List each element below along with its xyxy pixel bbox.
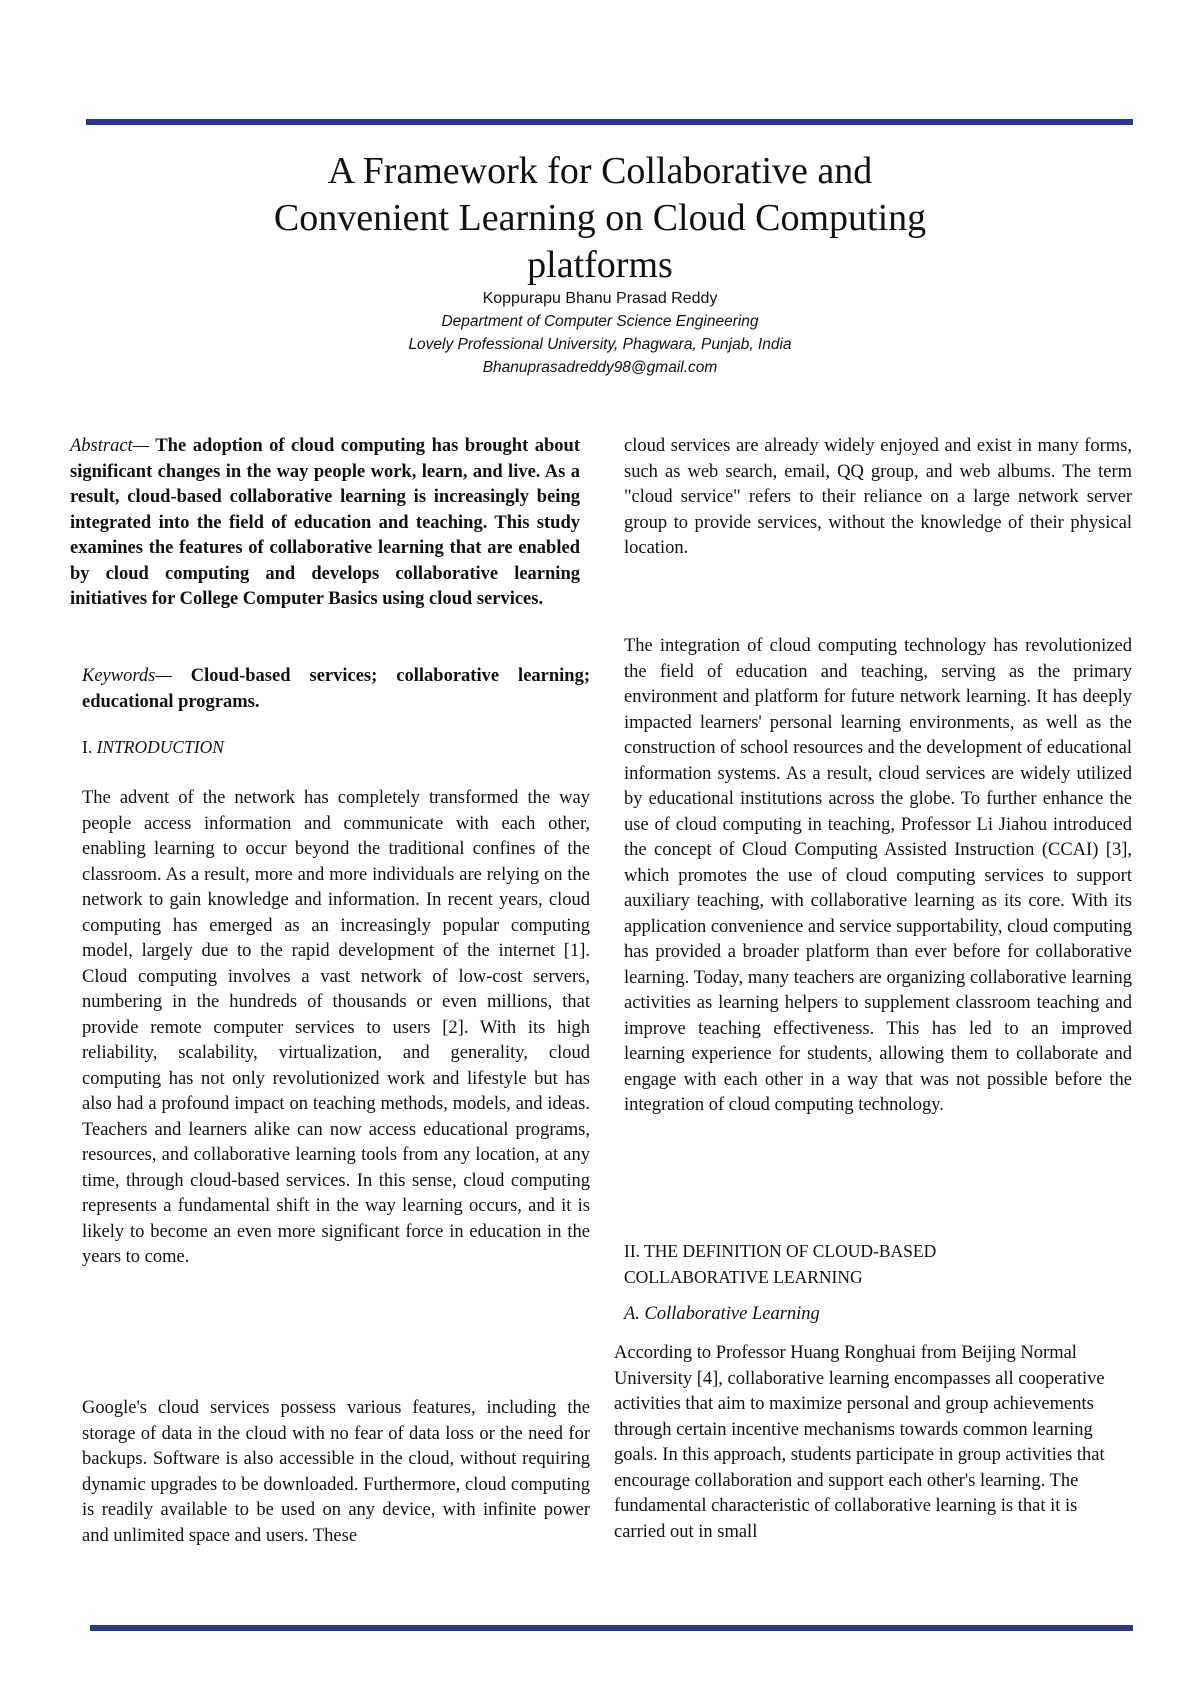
abstract: Abstract— The adoption of cloud computing has brought about significant changes in the way people work, learn, and live. As a result, cloud-based collaborative learning is increasingly being integrated into the field of education and teaching. This study examines the features of collaborative learning that are enabled by cloud computing and develops collaborative learning initiatives for College Computer Basics using cloud services. [70,436,580,609]
intro-paragraph-3: cloud services are already widely enjoyed and exist in many forms, such as web search, email, QQ group, and web albums. The term "cloud service" refers to their reliance on a large network server group to provide services, without the knowledge of their physical location. [624,436,1132,558]
author-name: Koppurapu Bhanu Prasad Reddy [482,290,718,307]
subsection-a-heading: A. Collaborative Learning [624,1304,820,1324]
section-1-heading: I. INTRODUCTION [82,737,224,757]
intro-paragraph-1: The advent of the network has completely transformed the way people access information and communicate with each other, enabling learning to occur beyond the traditional confines of the classroom. As a result, more and more individuals are relying on the network to gain knowledge and information. In recent years, cloud computing has emerged as an increasingly popular computing model, largely due to the rapid development of the internet [1]. Cloud computing involves a vast network of low-cost servers, numbering in the hundreds of thousands or even millions, that provide remote computer services to users [2]. With its high reliability, scalability, virtualization, and generality, cloud computing has not only revolutionized work and lifestyle but has also had a profound impact on teaching methods, models, and ideas. Teachers and learners alike can now access educational programs, resources, and collaborative learning tools from any location, at any time, through cloud-based services. In this sense, cloud computing represents a fundamental shift in the way learning occurs, and it is likely to become an even more significant force in education in the years to come. [82,788,590,1267]
intro-paragraph-2: Google's cloud services possess various features, including the storage of data in the cloud with no fear of data loss or the need for backups. Software is also accessible in the cloud, without requiring dynamic upgrades to be downloaded. Furthermore, cloud computing is readily available to be used on any device, with infinite power and unlimited space and users. These [82,1398,590,1546]
author-email: Bhanuprasadreddy98@gmail.com [482,359,718,376]
keywords: Keywords— Cloud-based services; collaborative learning; educational programs. [82,666,590,712]
keywords-block [82,664,590,715]
author-university: Lovely Professional University, Phagwara, Punjab, India [408,336,792,353]
author-block [200,287,1000,379]
bottom-rule [90,1625,1133,1631]
top-rule [86,119,1133,125]
section-2-paragraph-1: According to Professor Huang Ronghuai from Beijing Normal University [4], collaborative learning encompasses all cooperative activities that aim to maximize personal and group achievements through certain incentive mechanisms towards common learning goals. In this approach, students participate in group activities that encourage collaboration and support each other's learning. The fundamental characteristic of collaborative learning is that it is carried out in small [614,1343,1105,1542]
abstract-block [70,434,580,613]
author-department: Department of Computer Science Engineering [441,313,759,330]
intro-paragraph-4: The integration of cloud computing technology has revolutionized the field of education and teaching, serving as the primary environment and platform for future network learning. It has deeply impacted learners' personal learning environments, as well as the construction of school resources and the development of educational information systems. As a result, cloud services are widely utilized by educational institutions across the globe. To further enhance the use of cloud computing in teaching, Professor Li Jiahou introduced the concept of Cloud Computing Assisted Instruction (CCAI) [3], which promotes the use of cloud computing services to support auxiliary teaching, with collaborative learning as its core. With its application convenience and service supportability, cloud computing has provided a broader platform than ever before for collaborative learning. Today, many teachers are organizing collaborative learning activities as learning helpers to supplement classroom teaching and improve teaching effectiveness. This has led to an improved learning experience for students, allowing them to collaborate and engage with each other in a way that was not possible before the integration of cloud computing technology. [624,636,1132,1115]
section-2-heading: II. THE DEFINITION OF CLOUD-BASED COLLABORATIVE LEARNING [624,1241,937,1287]
paper-title: A Framework for Collaborative and Convenient Learning on Cloud Computing platforms [273,150,927,286]
